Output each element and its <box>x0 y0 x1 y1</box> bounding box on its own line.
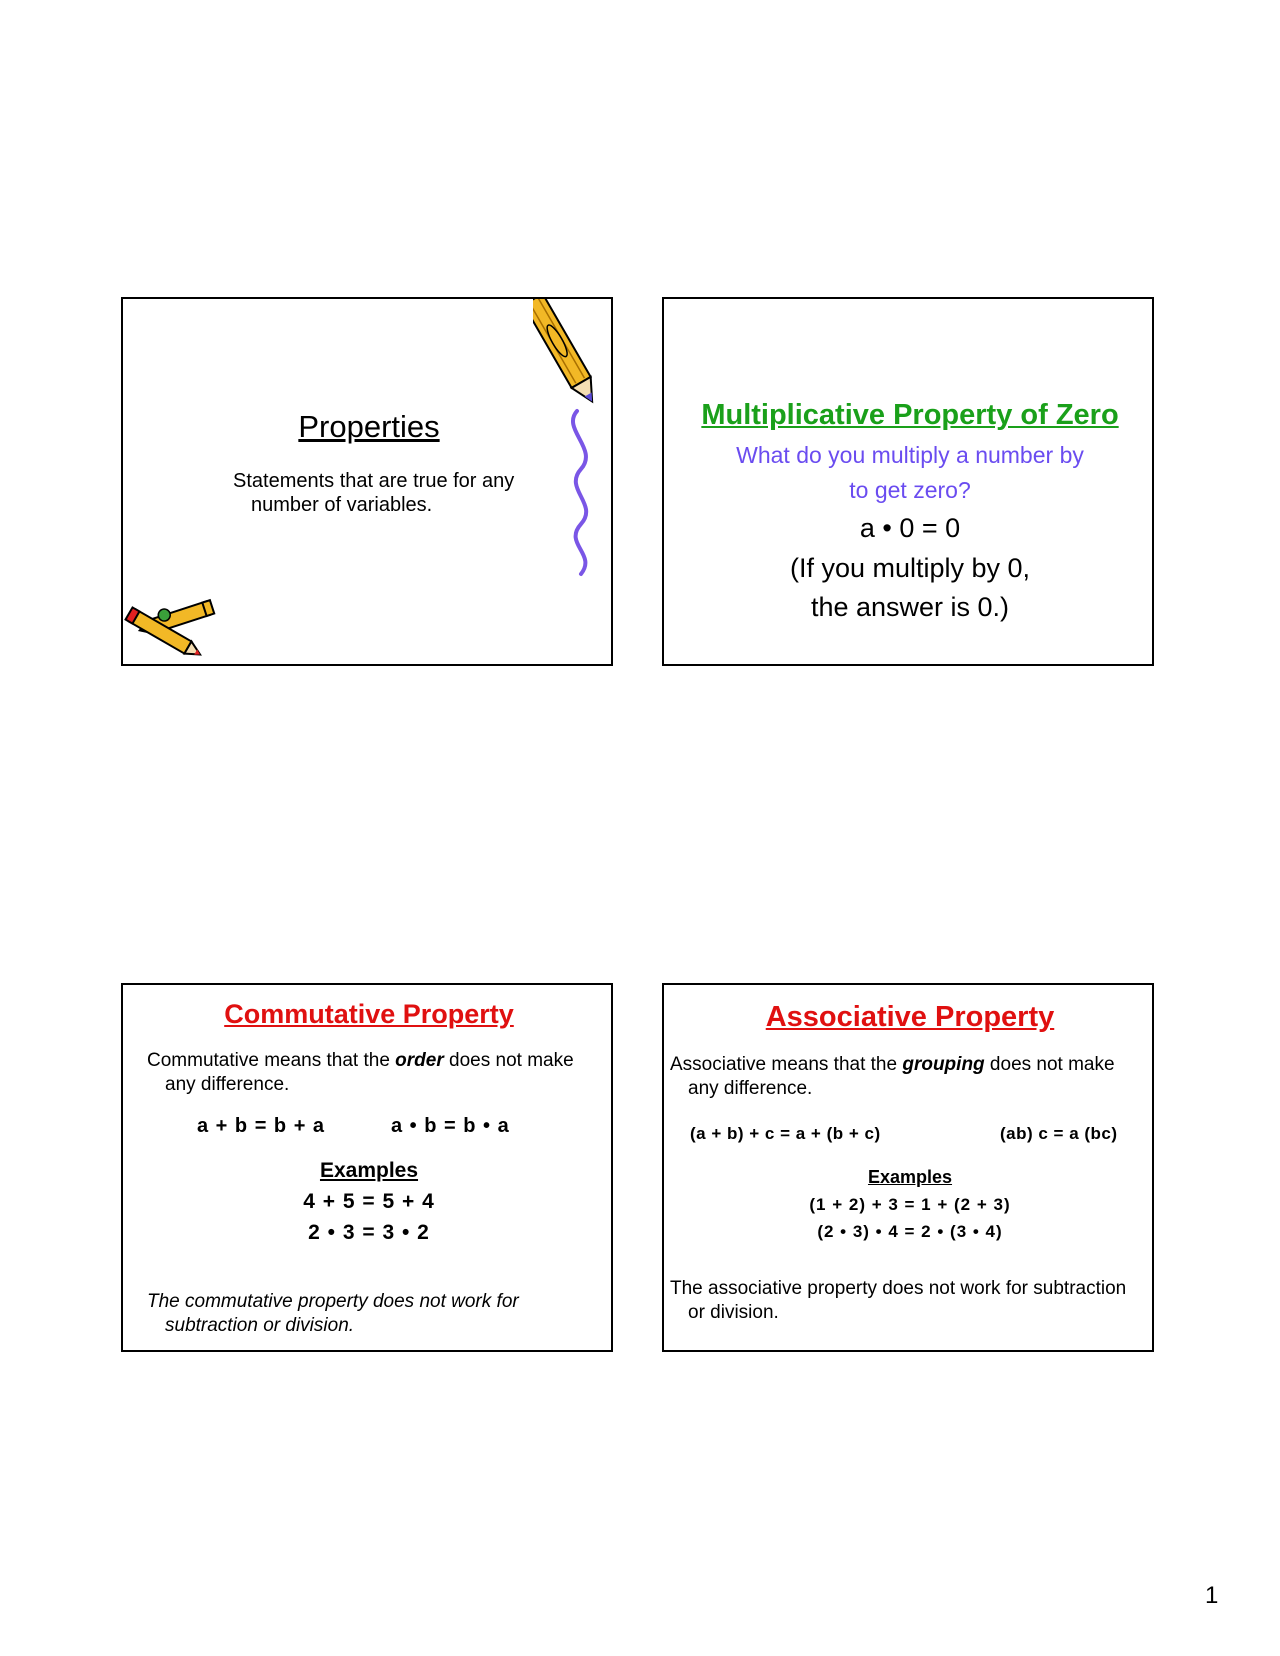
body-text-start: Associative means that the <box>670 1054 903 1075</box>
slide-associative <box>662 983 1154 1352</box>
examples-label: Examples <box>319 1159 419 1182</box>
formula-addition: (a + b) + c = a + (b + c) <box>690 1124 881 1143</box>
example-2: (2 • 3) • 4 = 2 • (3 • 4) <box>817 1222 1003 1241</box>
slide-body-text: Statements that are true for any number of variables. <box>233 470 515 516</box>
question-line-1: What do you multiply a number by <box>736 442 1084 468</box>
slide-title: Commutative Property <box>224 999 514 1029</box>
slide-multiplicative-zero <box>662 297 1154 666</box>
slide-body-text <box>670 1053 1148 1101</box>
note-line-2: the answer is 0.) <box>810 592 1010 622</box>
crossed-pencils-icon <box>123 591 223 666</box>
page-number: 1 <box>1205 1582 1219 1609</box>
slide-note: The commutative property does not work for subtraction or division. <box>147 1291 519 1336</box>
formula-multiplication: a • b = b • a <box>391 1115 510 1137</box>
example-1: 4 + 5 = 5 + 4 <box>303 1190 435 1213</box>
equation: a • 0 = 0 <box>859 513 961 543</box>
formula-addition: a + b = b + a <box>197 1115 326 1137</box>
slide-title: Associative Property <box>765 1001 1055 1033</box>
slide-body-text <box>147 1049 605 1097</box>
slide-title: Properties <box>298 409 440 444</box>
slide-note: The associative property does not work for subtraction or division. <box>670 1278 1127 1323</box>
body-text-end: does not make any difference. <box>688 1054 1115 1099</box>
formula-multiplication: (ab) c = a (bc) <box>1000 1124 1118 1143</box>
note-line-1: (If you multiply by 0, <box>789 553 1031 583</box>
slide-title: Multiplicative Property of Zero <box>701 399 1119 431</box>
question-line-2: to get zero? <box>849 477 971 503</box>
body-text-end: does not make any difference. <box>165 1050 574 1095</box>
slide-commutative <box>121 983 613 1352</box>
body-text-start: Commutative means that the <box>147 1050 396 1071</box>
example-1: (1 + 2) + 3 = 1 + (2 + 3) <box>809 1195 1011 1214</box>
examples-label: Examples <box>867 1167 953 1187</box>
example-2: 2 • 3 = 3 • 2 <box>308 1221 430 1244</box>
emphasis-word: grouping <box>902 1054 985 1075</box>
slide-properties <box>121 297 613 666</box>
emphasis-word: order <box>395 1050 444 1071</box>
